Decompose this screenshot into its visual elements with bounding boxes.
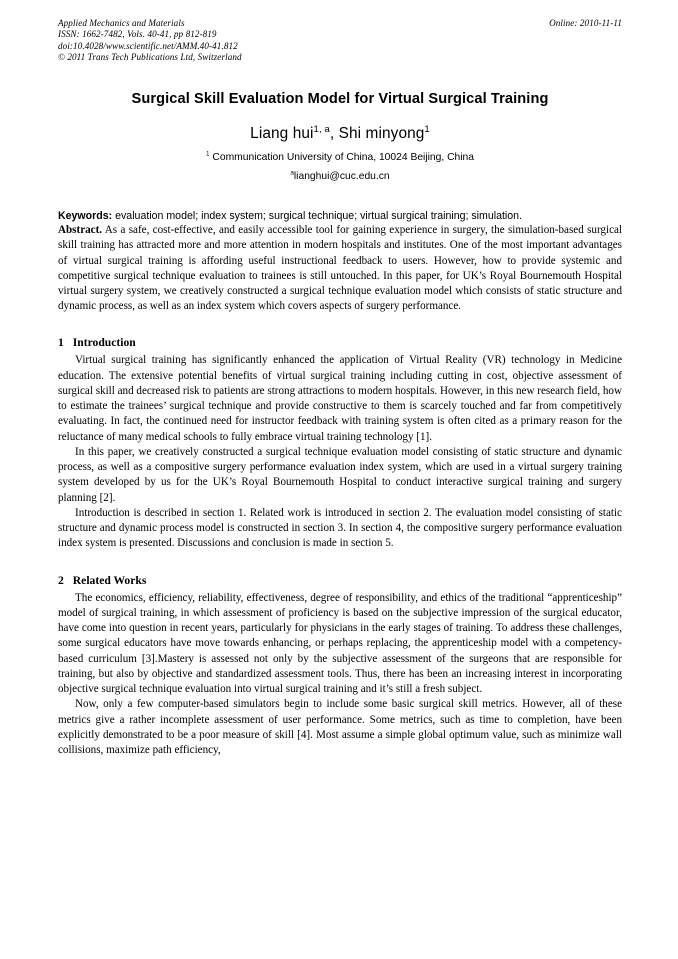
email-text: lianghui@cuc.edu.cn <box>293 170 390 182</box>
abstract-text-block <box>58 223 622 314</box>
title-block <box>58 90 622 183</box>
section-number: 1 <box>58 336 64 350</box>
affiliation-text: Communication University of China, 10024 Beijing, China <box>209 151 474 163</box>
author-separator: , <box>329 124 339 142</box>
journal-name: Applied Mechanics and Materials <box>58 18 185 28</box>
section-title: Introduction <box>72 336 136 350</box>
paragraph: The economics, efficiency, reliability, effectiveness, degree of responsibility, and ethics of the traditional “apprenticeship” model of surgical training, in which assessment of proficiency is based on the subjective impression of the surgical educator, have come into question in recent years, particularly for physicians in the early stages of training. To address these challenges, some surgical educators have move towards enhancing, or perhaps replacing, the apprenticeship model with a competency-based curriculum [3].Mastery is assessed not only by the subjective assessment of the surgeons that are responsible for training, but also by objective and standardized assessment tools. Thus, there has been an increasing interest in incorporating objective surgical technique evaluation into virtual surgical training and it’s still a fresh subject. <box>58 591 622 696</box>
affiliation-superscript: 1 <box>206 150 210 158</box>
section-title: Related Works <box>72 573 147 587</box>
author-second-name: Shi minyong <box>338 124 425 142</box>
author-list <box>58 124 622 143</box>
author-second-superscript: 1 <box>424 123 430 135</box>
doi-line: doi:10.4028/www.scientific.net/AMM.40-41.812 <box>58 40 238 51</box>
author-first-superscript: 1, a <box>313 123 330 135</box>
abstract-label: Abstract. <box>58 224 103 237</box>
online-date: Online: 2010-11-11 <box>549 18 622 28</box>
paragraph: In this paper, we creatively constructed a surgical technique evaluation model consisting of static structure and dynamic process, as well as a compositive surgery performance evaluation index system, which are used in a virtual surgery training system developed by us for the UK’s Royal Bournemouth Hospital to conduct interactive surgical training and surgery planning [2]. <box>58 445 622 504</box>
keywords-label: Keywords: <box>58 209 113 222</box>
email-superscript: a <box>290 169 294 177</box>
affiliation <box>58 151 622 164</box>
author-first-name: Liang hui <box>250 124 314 142</box>
abstract-text: As a safe, cost-effective, and easily accessible tool for gaining experience in surgery, the simulation-based surgical skill training has attracted more and more attention in modern hospitals and institutes. One of the most important advantages of virtual surgical training is affording useful instructional feedback to users. However, how to provide systemic and competitive surgical technique evaluation to trainees is still untouched. In this paper, for UK’s Royal Bournemouth Hospital virtual surgery system, we creatively constructed a surgical technique evaluation model which consists of static structure and dynamic process, as well as an index system which covers aspects of surgery performance. <box>58 224 622 313</box>
keywords-line <box>58 209 622 224</box>
issn-line: ISSN: 1662-7482, Vols. 40-41, pp 812-819 <box>58 29 217 40</box>
copyright-line: © 2011 Trans Tech Publications Ltd, Switzerland <box>58 52 242 63</box>
paragraph: Now, only a few computer-based simulators begin to include some basic surgical skill metrics. However, all of these metrics give a rather incomplete assessment of user performance. Some metrics, such as time to completion, have been explicitly demonstrated to be a poor measure of skill [4]. Most assume a simple global optimum value, such as minimize wall collisions, maximize path efficiency, <box>58 698 622 757</box>
author-email <box>58 170 622 183</box>
paragraph: Introduction is described in section 1. Related work is introduced in section 2. The evaluation model consisting of static structure and dynamic process model is constructed in section 3. In section 4, the compositive surgery performance evaluation index system is presented. Discussions and conclusion is made in section 5. <box>58 506 622 550</box>
page-title: Surgical Skill Evaluation Model for Virtual Surgical Training <box>131 90 549 107</box>
paragraph: Virtual surgical training has significantly enhanced the application of Virtual Reality (VR) technology in Medicine education. The extensive potential benefits of virtual surgical training including cutting in cost, objective assessment of surgical skill and decreased risk to patients are strong attractions to modern hospitals. However, in this new research field, how to estimate the trainees’ surgical technique and provide constructive to them is scarcely touched and far from competitively evaluating. In fact, the continued need for instructor feedback with training system is often cited as a primary reason for the reluctance of many medical schools to fully embrace virtual training technology [1]. <box>58 354 622 443</box>
section-heading-related-works <box>58 573 622 588</box>
section-heading-introduction <box>58 335 622 350</box>
keywords-text: evaluation model; index system; surgical technique; virtual surgical training; simulation. <box>112 209 522 222</box>
section-number: 2 <box>58 573 64 587</box>
abstract-block <box>58 209 622 315</box>
journal-header <box>58 18 622 64</box>
